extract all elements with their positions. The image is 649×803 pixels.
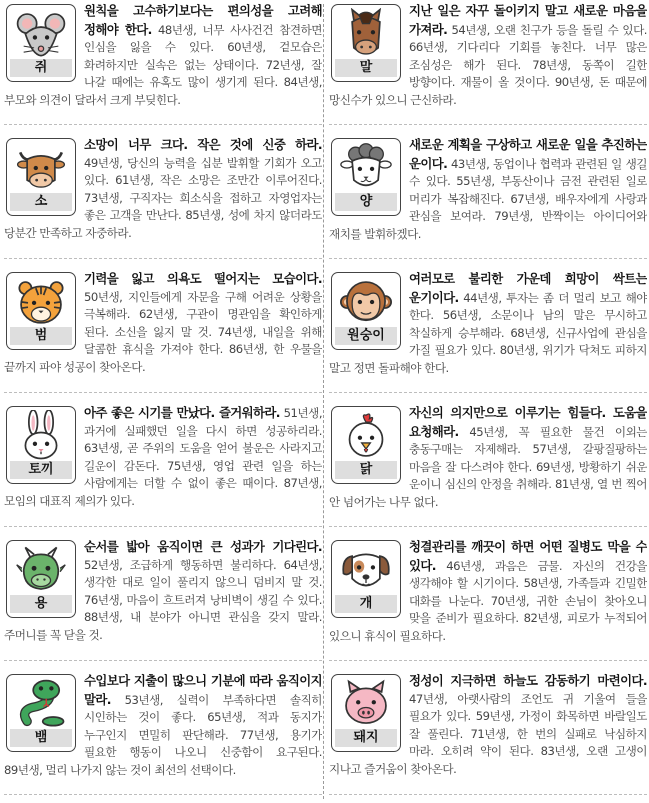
animal-badge bbox=[6, 540, 76, 618]
fortune-headline: 새로운 계획을 구상하고 새로운 일을 추진하는 운이다. bbox=[409, 137, 647, 171]
fortune-headline: 청결관리를 깨끗이 하면 어떤 질병도 막을 수 있다. bbox=[409, 539, 647, 573]
animal-badge bbox=[6, 406, 76, 484]
fortune-body: 50년생, 지인들에게 자문을 구해 어려운 상황을 극복해라. 62년생, 구관이 명관임을 확인하게 된다. 소신을 잃지 말 것. 74년생, 내일을 위해 달콤한 휴식을 가져야 한다. 86년생, 한 우물을 끝까지 파야 성공이 찾아온다. bbox=[4, 289, 322, 374]
column-divider bbox=[323, 4, 324, 799]
fortune-headline: 아주 좋은 시기를 만났다. 즐거워하라. bbox=[84, 405, 280, 420]
animal-name: 토끼 bbox=[10, 461, 72, 479]
fortune-headline: 여러모로 불리한 가운데 희망이 싹트는 운기이다. bbox=[409, 271, 647, 305]
monkey-icon bbox=[340, 276, 392, 328]
fortune-headline: 기력을 잃고 의욕도 떨어지는 모습이다. bbox=[84, 271, 322, 286]
animal-badge bbox=[331, 138, 401, 216]
fortune-entry-tiger bbox=[4, 268, 322, 393]
fortune-body: 51년생, 과거에 실패했던 일을 다시 하면 성공하리라. 63년생, 곧 주위의 도움을 얻어 불운은 사라지고 길운이 감돈다. 75년생, 영업 관련 일을 하는 사람에게는 더할 수 없이 좋은 때이다. 87년생, 모임의 대표직 제의가 있다. bbox=[4, 406, 322, 508]
rat-icon bbox=[15, 8, 67, 60]
animal-name: 돼지 bbox=[335, 729, 397, 747]
animal-badge bbox=[331, 540, 401, 618]
fortune-body: 47년생, 아랫사람의 조언도 귀 기울여 들을 필요가 있다. 59년생, 가정이 화목하면 바랄일도 잘 풀린다. 71년생, 한 번의 실패로 낙심하지 마라. 오히려 약이 된다. 83년생, 오랜 고생이 지나고 즐거움이 찾아온다. bbox=[329, 691, 647, 776]
animal-badge bbox=[6, 138, 76, 216]
fortune-entry-rabbit bbox=[4, 402, 322, 527]
fortune-body: 53년생, 실력이 부족하다면 솔직히 시인하는 것이 좋다. 65년생, 적과 동지가 누구인지 면밀히 판단해라. 77년생, 용기가 필요한 행동이 나오니 신중함이 요구된다. 89년생, 멀리 나가지 않는 것이 최선의 선택이다. bbox=[4, 692, 322, 777]
fortune-entry-dragon bbox=[4, 536, 322, 661]
rooster-icon bbox=[340, 410, 392, 462]
ox-icon bbox=[15, 142, 67, 194]
horse-icon bbox=[340, 8, 392, 60]
snake-icon bbox=[15, 678, 67, 730]
dragon-icon bbox=[15, 544, 67, 596]
animal-name: 닭 bbox=[335, 461, 397, 479]
fortune-headline: 정성이 지극하면 하늘도 감동하기 마련이다. bbox=[409, 673, 647, 688]
animal-badge bbox=[331, 4, 401, 82]
animal-name: 뱀 bbox=[10, 729, 72, 747]
fortune-entry-sheep bbox=[329, 134, 647, 259]
fortune-headline: 지난 일은 자꾸 돌이키지 말고 새로운 마음을 가져라. bbox=[409, 3, 647, 37]
fortune-body: 52년생, 조급하게 행동하면 불리하다. 64년생, 생각한 대로 일이 풀리지 않으니 덤비지 말 것. 76년생, 마음이 흐트러져 낭비벽이 생길 수 있다. 88년생, 내 분야가 아니면 관심을 갖지 말라. 주머니를 꼭 닫을 것. bbox=[4, 557, 322, 642]
fortune-headline: 순서를 밟아 움직이면 큰 성과가 기다린다. bbox=[84, 539, 322, 554]
left-column bbox=[4, 0, 322, 803]
fortune-headline: 원칙을 고수하기보다는 편의성을 고려해 정해야 한다. bbox=[84, 3, 322, 37]
fortune-entry-rat bbox=[4, 0, 322, 125]
right-column bbox=[329, 0, 647, 803]
animal-name: 용 bbox=[10, 595, 72, 613]
rabbit-icon bbox=[15, 410, 67, 462]
fortune-entry-rooster bbox=[329, 402, 647, 527]
fortune-body: 46년생, 과음은 금물. 자신의 건강을 생각해야 할 시기이다. 58년생, 가족들과 긴밀한 대화를 나눈다. 70년생, 귀한 손님이 찾아오니 맞을 준비가 필요하다. 82년생, 피로가 누적되어 있으니 휴식이 필요하다. bbox=[329, 558, 647, 643]
fortune-body: 43년생, 동업이나 협력과 관련된 일 생길 수 있다. 55년생, 부동산이나 금전 관련된 일로 머리가 복잡해진다. 67년생, 배우자에게 사랑과 관심을 보여라. 79년생, 반짝이는 아이디어와 재치를 발휘하겠다. bbox=[329, 156, 647, 241]
animal-badge bbox=[6, 272, 76, 350]
dog-icon bbox=[340, 544, 392, 596]
fortune-headline: 소망이 너무 크다. 작은 것에 신중 하라. bbox=[84, 137, 322, 152]
animal-badge bbox=[331, 674, 401, 752]
animal-badge bbox=[331, 406, 401, 484]
animal-name: 원숭이 bbox=[335, 327, 397, 345]
animal-badge bbox=[6, 4, 76, 82]
sheep-icon bbox=[340, 142, 392, 194]
fortune-body: 44년생, 투자는 좀 더 멀리 보고 해야 한다. 56년생, 소문이나 남의 말은 무시하고 착실하게 승부해라. 68년생, 신규사업에 관심을 가질 필요가 있다. 80년생, 위기가 닥쳐도 피하지 말고 정면 돌파해야 한다. bbox=[329, 290, 647, 375]
fortune-headline: 수입보다 지출이 많으니 기분에 따라 움직이지 말라. bbox=[84, 673, 322, 707]
fortune-entry-snake bbox=[4, 670, 322, 795]
fortune-headline: 자신의 의지만으로 이루기는 힘들다. 도움을 요청해라. bbox=[409, 405, 647, 439]
animal-name: 말 bbox=[335, 59, 397, 77]
animal-badge bbox=[331, 272, 401, 350]
fortune-body: 48년생, 너무 사사건건 참견하면 인심을 잃을 수 있다. 60년생, 겉모습은 화려하지만 실속은 없는 상태이다. 72년생, 잘 나갈 때에는 유혹도 많이 생기게 된다. 84년생, 부모와 의견이 달라서 크게 부딪힌다. bbox=[4, 22, 322, 107]
fortune-entry-horse bbox=[329, 0, 647, 125]
animal-name: 소 bbox=[10, 193, 72, 211]
pig-icon bbox=[340, 678, 392, 730]
fortune-entry-pig bbox=[329, 670, 647, 795]
fortune-entry-ox bbox=[4, 134, 322, 259]
animal-name: 양 bbox=[335, 193, 397, 211]
fortune-body: 45년생, 꼭 필요한 물건 이외는 충동구매는 자제해라. 57년생, 갈팡질팡하는 마음을 잘 다스려야 한다. 69년생, 방황하기 쉬운 운이니 심신의 안정을 취해라. 81년생, 열 번 찍어 안 넘어가는 나무 없다. bbox=[329, 424, 647, 509]
animal-name: 개 bbox=[335, 595, 397, 613]
fortune-body: 49년생, 당신의 능력을 십분 발휘할 기회가 오고 있다. 61년생, 작은 소망은 조만간 이루어진다. 73년생, 구직자는 희소식을 접하고 자영업자는 좋은 고객을 만난다. 85년생, 성에 차지 않더라도 당분간 만족하고 자중하라. bbox=[4, 155, 322, 240]
fortune-body: 54년생, 오랜 친구가 등을 돌릴 수 있다. 66년생, 기다리다 기회를 놓친다. 너무 많은 조심성은 해가 된다. 78년생, 동쪽이 길한 방향이다. 재물이 올 것이다. 90년생, 돈 때문에 망신수가 있으니 근신하라. bbox=[329, 22, 647, 107]
animal-badge bbox=[6, 674, 76, 752]
fortune-entry-dog bbox=[329, 536, 647, 661]
fortune-entry-monkey bbox=[329, 268, 647, 393]
animal-name: 범 bbox=[10, 327, 72, 345]
animal-name: 쥐 bbox=[10, 59, 72, 77]
tiger-icon bbox=[15, 276, 67, 328]
